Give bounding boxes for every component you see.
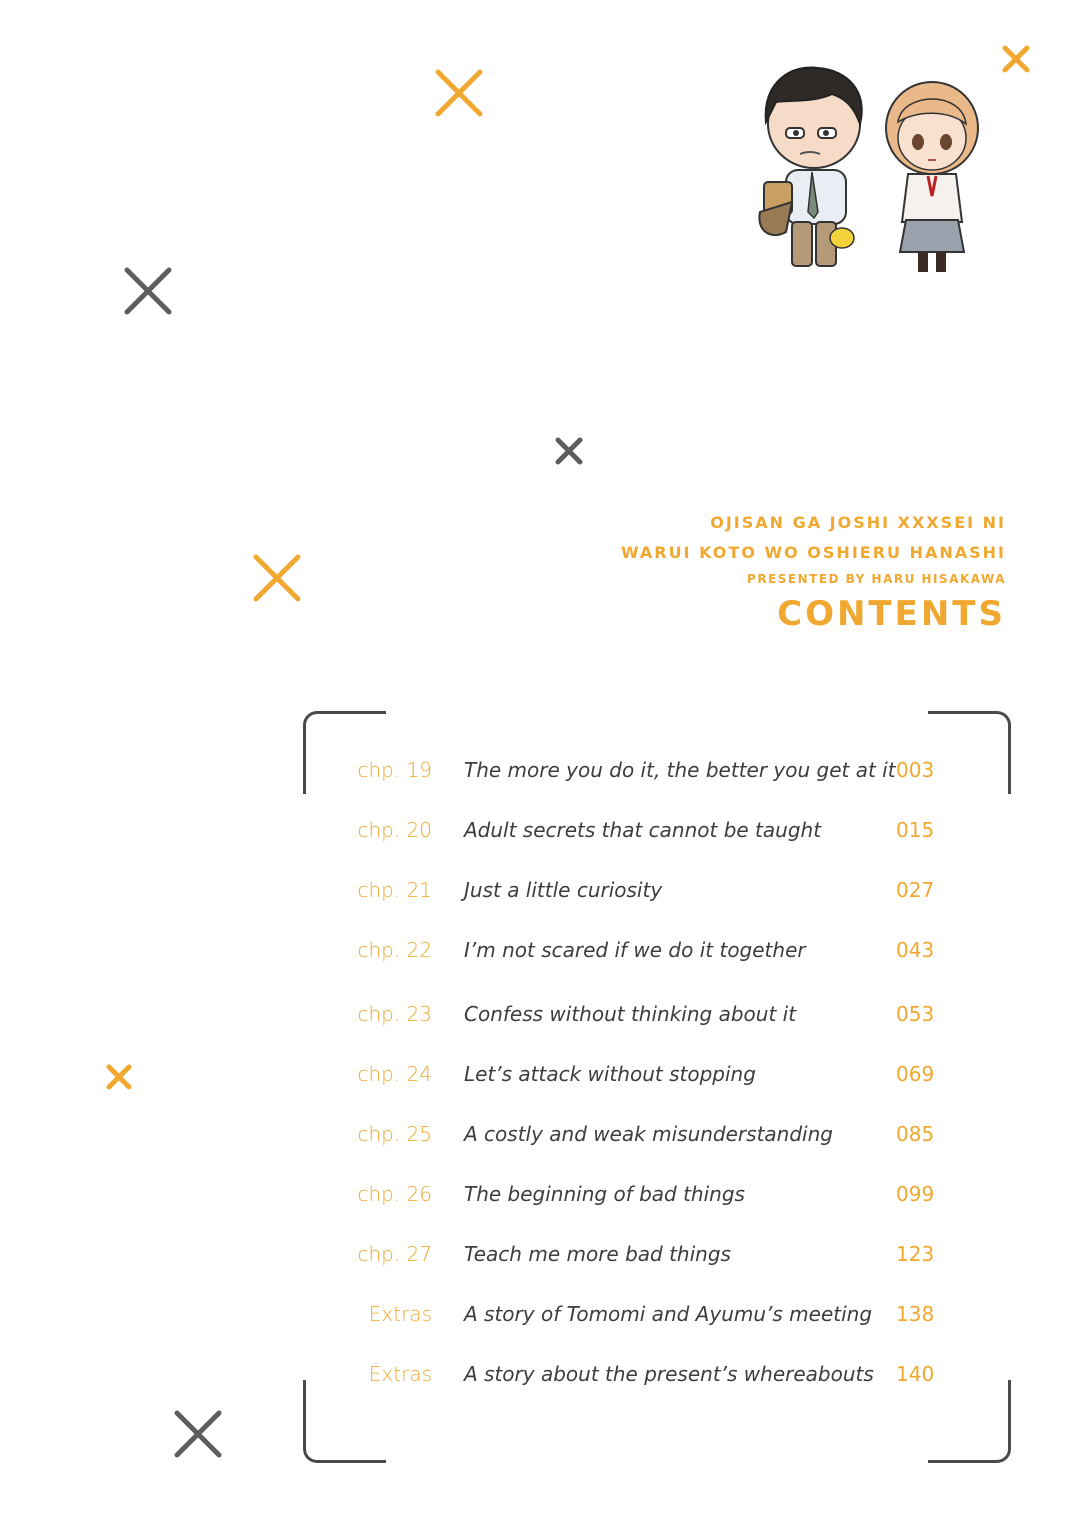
chapter-title: A costly and weak misunderstanding [464, 1122, 833, 1146]
chapter-number: chp. 19 [357, 758, 432, 782]
chapter-title: A story of Tomomi and Ayumu’s meeting [464, 1302, 873, 1326]
page-number: 027 [896, 878, 935, 902]
chapter-number: chp. 22 [357, 938, 432, 962]
author-credit: PRESENTED BY HARU HISAKAWA [747, 572, 1006, 586]
chapter-title: Just a little curiosity [464, 878, 663, 902]
chapter-number: Extras [368, 1362, 432, 1386]
chapter-title: Adult secrets that cannot be taught [464, 818, 822, 842]
page-number: 043 [896, 938, 935, 962]
page-number: 069 [896, 1062, 935, 1086]
x-mark-icon [105, 1063, 133, 1091]
toc-row[interactable] [300, 818, 1000, 878]
page-number: 140 [896, 1362, 935, 1386]
x-mark-icon [434, 68, 484, 118]
table-of-contents [300, 758, 1000, 1422]
page-number: 085 [896, 1122, 935, 1146]
series-title-line-2: WARUI KOTO WO OSHIERU HANASHI [620, 543, 1006, 562]
toc-row[interactable] [300, 1122, 1000, 1182]
chapter-number: chp. 25 [357, 1122, 432, 1146]
chapter-number: chp. 26 [357, 1182, 432, 1206]
page-number: 138 [896, 1302, 935, 1326]
contents-heading: CONTENTS [777, 594, 1006, 634]
toc-row[interactable] [300, 878, 1000, 938]
chapter-number: chp. 27 [357, 1242, 432, 1266]
character-illustration [752, 62, 992, 282]
page-number: 099 [896, 1182, 935, 1206]
toc-row[interactable] [300, 1062, 1000, 1122]
x-mark-icon [173, 1409, 223, 1459]
toc-row[interactable] [300, 1242, 1000, 1302]
page-number: 053 [896, 1002, 935, 1026]
toc-row[interactable] [300, 1362, 1000, 1422]
toc-row[interactable] [300, 758, 1000, 818]
toc-row[interactable] [300, 1182, 1000, 1242]
chapter-number: chp. 24 [357, 1062, 432, 1086]
page-number: 003 [896, 758, 935, 782]
chapter-number: chp. 20 [357, 818, 432, 842]
x-mark-icon [252, 553, 302, 603]
title-block [621, 508, 1006, 634]
page-number: 123 [896, 1242, 935, 1266]
series-title-line-1: OJISAN GA JOSHI XXXSEI NI [710, 513, 1006, 532]
chapter-number: chp. 21 [357, 878, 432, 902]
toc-row[interactable] [300, 1302, 1000, 1362]
x-mark-icon [554, 436, 584, 466]
chapter-title: A story about the present’s whereabouts [464, 1362, 874, 1386]
chapter-title: I’m not scared if we do it together [464, 938, 806, 962]
chapter-number: Extras [368, 1302, 432, 1326]
toc-row[interactable] [300, 1002, 1000, 1062]
chapter-title: The more you do it, the better you get at it [464, 758, 896, 782]
chapter-title: Let’s attack without stopping [464, 1062, 756, 1086]
chapter-title: Teach me more bad things [464, 1242, 731, 1266]
page-number: 015 [896, 818, 935, 842]
toc-row[interactable] [300, 938, 1000, 998]
chapter-number: chp. 23 [357, 1002, 432, 1026]
x-mark-icon [1001, 44, 1031, 74]
x-mark-icon [123, 266, 173, 316]
chapter-title: Confess without thinking about it [464, 1002, 797, 1026]
chapter-title: The beginning of bad things [464, 1182, 745, 1206]
